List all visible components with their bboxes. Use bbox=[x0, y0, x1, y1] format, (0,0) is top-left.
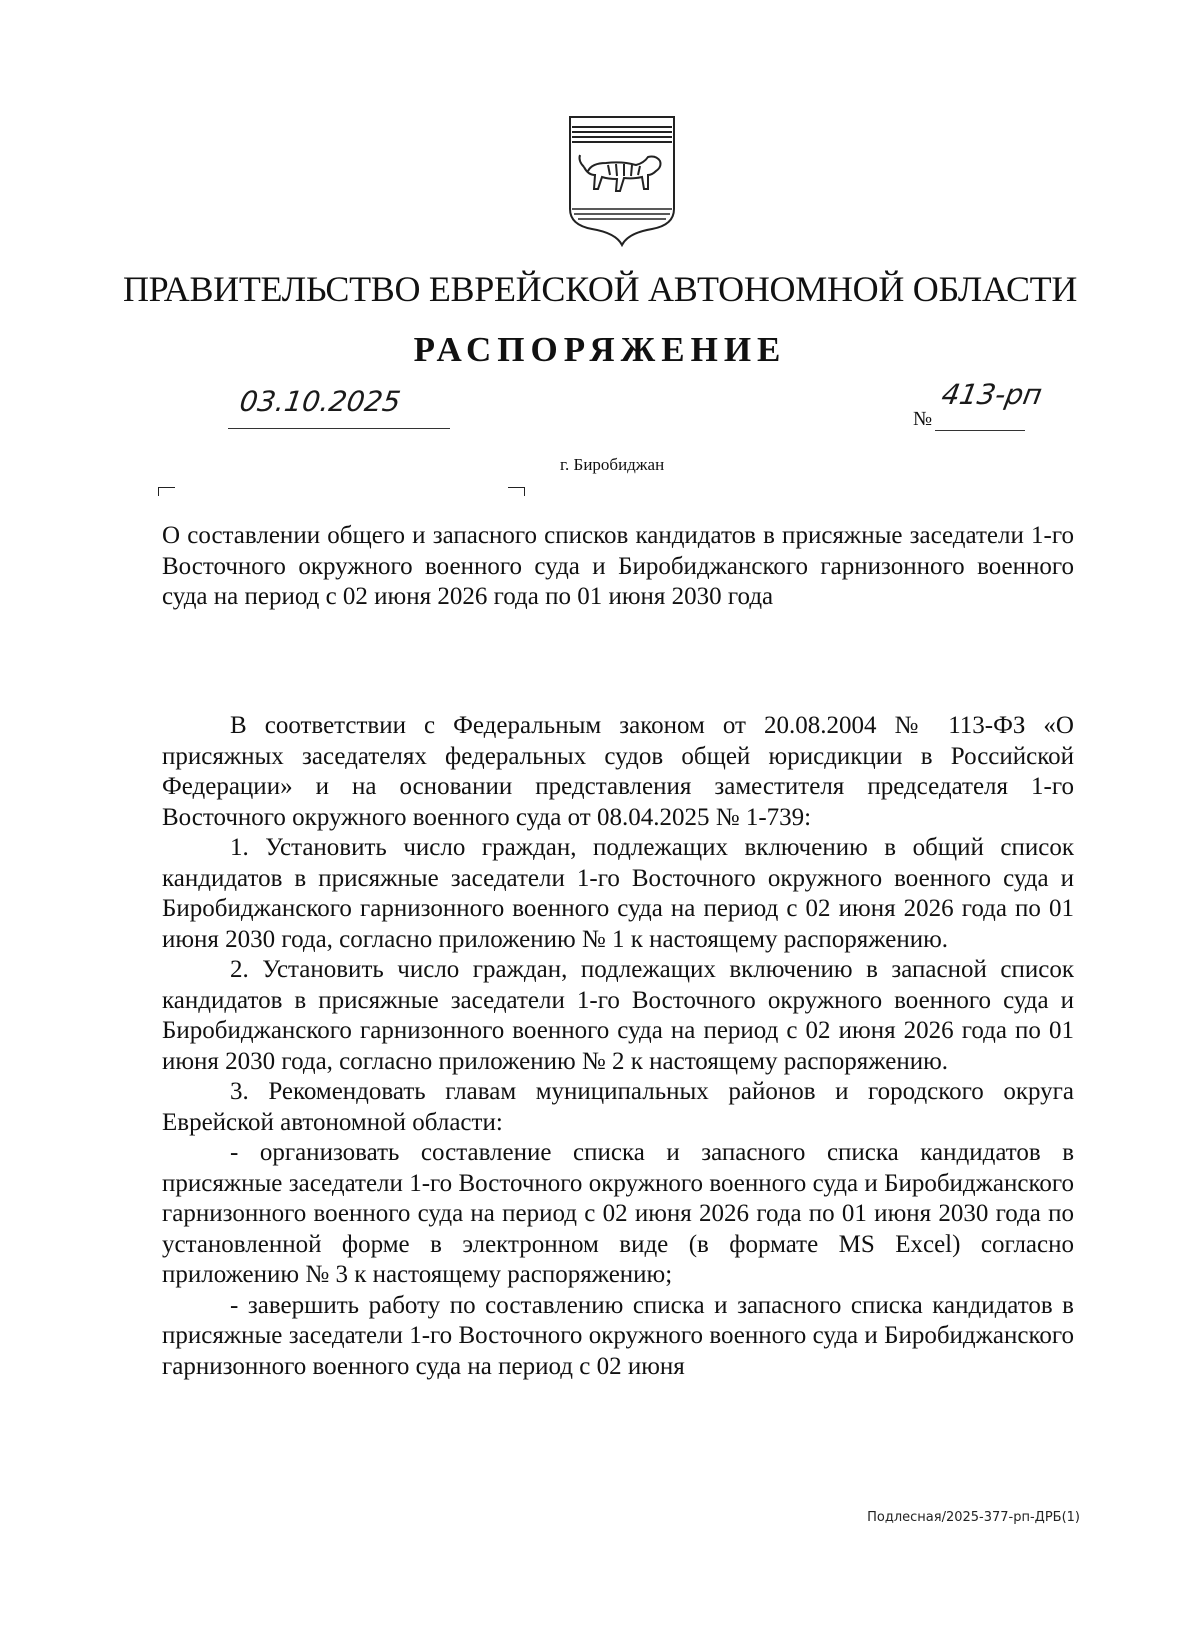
city-name: г. Биробиджан bbox=[560, 455, 665, 474]
date-underline bbox=[228, 428, 450, 429]
document-body bbox=[162, 711, 1074, 1382]
paragraph-item-2: 2. Установить число граждан, подлежащих включению в запасной список кандидатов в присяжные заседатели 1-го Восточного окружного военного суда и Биробиджанского гарнизонного военного суда на период с 02 июня 2026 года по 01 июня 2030 года, согласно приложению № 2 к настоящему распоряжению. bbox=[162, 956, 1074, 1075]
document-type-title: РАСПОРЯЖЕНИЕ bbox=[413, 330, 787, 369]
handwritten-number: 413-рп bbox=[939, 378, 1045, 411]
document-subject: О составлении общего и запасного списков кандидатов в присяжные заседатели 1-го Восточного окружного военного суда и Биробиджанского гарнизонного военного суда на период с 02 июня 2026 года по 01 июня 2030 года bbox=[162, 522, 1074, 610]
paragraph-subitem-complete: - завершить работу по составлению списка и запасного списка кандидатов в присяжные заседатели 1-го Восточного окружного военного суда и Биробиджанского гарнизонного военного суда на период с 02 июня bbox=[162, 1291, 1074, 1380]
document-reference: Подлесная/2025-377-рп-ДРБ(1) bbox=[867, 1510, 1080, 1525]
paragraph-item-1: 1. Установить число граждан, подлежащих включению в общий список кандидатов в присяжные заседатели 1-го Восточного окружного военного суда и Биробиджанского гарнизонного военного суда на период с 02 июня 2026 года по 01 июня 2030 года, согласно приложению № 1 к настоящему распоряжению. bbox=[162, 834, 1074, 953]
title-corner-left bbox=[158, 487, 175, 496]
number-underline bbox=[935, 430, 1025, 431]
handwritten-date: 03.10.2025 bbox=[237, 385, 403, 418]
number-sign: № bbox=[913, 408, 933, 430]
coat-of-arms-tiger-icon bbox=[562, 113, 682, 247]
title-corner-right bbox=[508, 487, 525, 496]
paragraph-item-3: 3. Рекомендовать главам муниципальных районов и городского округа Еврейской автономной области: bbox=[162, 1078, 1074, 1136]
paragraph-basis: В соответствии с Федеральным законом от 20.08.2004 № 113-ФЗ «О присяжных заседателях федеральных судов общей юрисдикции в Российской Федерации» и на основании представления заместителя председателя 1-го Восточного окружного военного суда от 08.04.2025 № 1-739: bbox=[162, 712, 1074, 831]
issuing-authority: ПРАВИТЕЛЬСТВО ЕВРЕЙСКОЙ АВТОНОМНОЙ ОБЛАСТИ bbox=[122, 269, 1078, 309]
paragraph-subitem-organize: - организовать составление списка и запасного списка кандидатов в присяжные заседатели 1-го Восточного окружного военного суда и Биробиджанского гарнизонного военного суда на период с 02 июня 2026 года по 01 июня 2030 года по установленной форме в электронном виде (в формате MS Excel) согласно приложению № 3 к настоящему распоряжению; bbox=[162, 1139, 1074, 1288]
